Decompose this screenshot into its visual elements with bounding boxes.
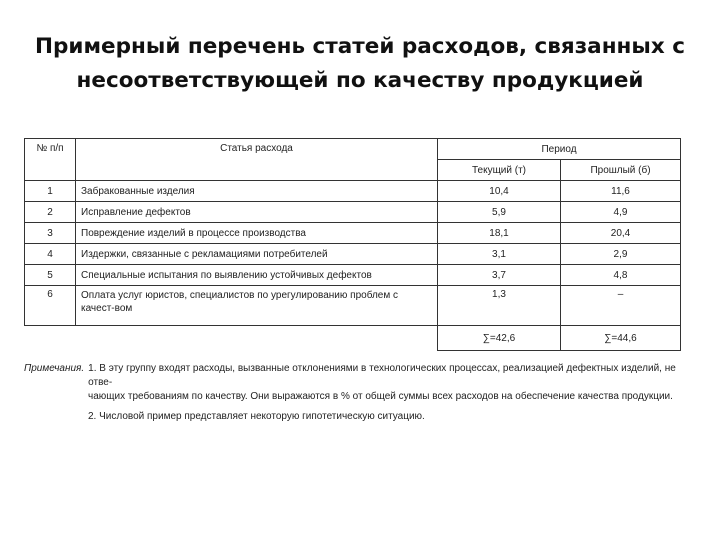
title-line-2: несоответствующей по качеству продукцией bbox=[76, 68, 644, 93]
slide-title bbox=[20, 30, 700, 98]
row-item: Забракованные изделия bbox=[76, 181, 438, 202]
total-previous: ∑=44,6 bbox=[561, 326, 681, 351]
header-row bbox=[25, 139, 681, 160]
note-1 bbox=[24, 362, 694, 390]
table-row bbox=[25, 223, 681, 244]
row-current: 1,3 bbox=[438, 286, 561, 326]
row-previous: 4,8 bbox=[561, 265, 681, 286]
header-current: Текущий (т) bbox=[438, 160, 561, 181]
row-previous: 20,4 bbox=[561, 223, 681, 244]
row-num: 1 bbox=[25, 181, 76, 202]
table-row bbox=[25, 244, 681, 265]
totals-row bbox=[25, 326, 681, 351]
notes bbox=[24, 362, 694, 424]
row-previous: 2,9 bbox=[561, 244, 681, 265]
expense-table bbox=[24, 138, 681, 351]
row-item: Повреждение изделий в процессе производства bbox=[76, 223, 438, 244]
row-item: Оплата услуг юристов, специалистов по урегулированию проблем с качест-вом bbox=[76, 286, 438, 326]
header-period: Период bbox=[438, 139, 681, 160]
note-1-line-2: чающих требованиям по качеству. Они выражаются в % от общей суммы всех расходов на обеспечение качества продукции. bbox=[88, 391, 673, 402]
table-row bbox=[25, 265, 681, 286]
row-num: 5 bbox=[25, 265, 76, 286]
table-row bbox=[25, 202, 681, 223]
row-num: 6 bbox=[25, 286, 76, 326]
row-current: 3,7 bbox=[438, 265, 561, 286]
row-current: 18,1 bbox=[438, 223, 561, 244]
row-item: Исправление дефектов bbox=[76, 202, 438, 223]
notes-lead: Примечания. bbox=[24, 363, 85, 374]
row-item: Специальные испытания по выявлению устойчивых дефектов bbox=[76, 265, 438, 286]
row-num: 4 bbox=[25, 244, 76, 265]
row-previous: 11,6 bbox=[561, 181, 681, 202]
table-row bbox=[25, 181, 681, 202]
row-previous: 4,9 bbox=[561, 202, 681, 223]
row-previous: – bbox=[561, 286, 681, 326]
row-current: 10,4 bbox=[438, 181, 561, 202]
row-current: 3,1 bbox=[438, 244, 561, 265]
row-num: 2 bbox=[25, 202, 76, 223]
header-item: Статья расхода bbox=[76, 139, 438, 181]
title-line-1: Примерный перечень статей расходов, связанных с bbox=[35, 34, 685, 59]
header-previous: Прошлый (б) bbox=[561, 160, 681, 181]
row-num: 3 bbox=[25, 223, 76, 244]
table-row bbox=[25, 286, 681, 326]
row-current: 5,9 bbox=[438, 202, 561, 223]
note-1-line-1: 1. В эту группу входят расходы, вызванные отклонениями в технологических процессах, реализацией дефектных изделий, не отве- bbox=[88, 363, 676, 388]
header-num: № п/п bbox=[25, 139, 76, 181]
note-2: 2. Числовой пример представляет некоторую гипотетическую ситуацию. bbox=[88, 411, 425, 422]
total-current: ∑=42,6 bbox=[438, 326, 561, 351]
row-item: Издержки, связанные с рекламациями потребителей bbox=[76, 244, 438, 265]
